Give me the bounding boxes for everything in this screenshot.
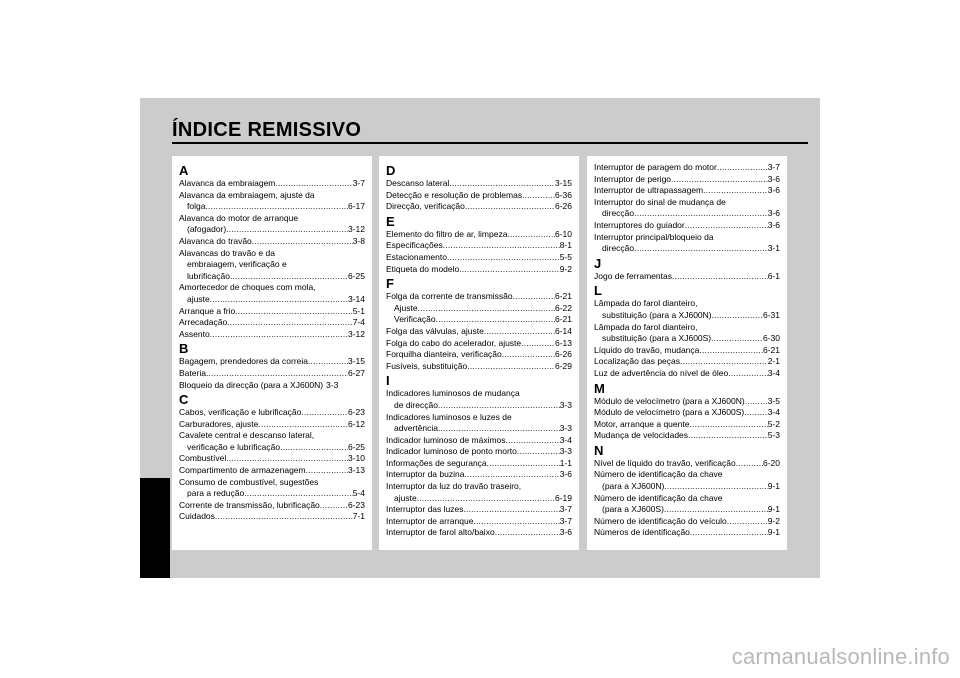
index-entry-text: Cuidados <box>179 511 215 522</box>
index-entry-text: ajuste <box>394 492 417 503</box>
index-page-ref: 3-4 <box>767 407 780 418</box>
index-page-ref: 8-1 <box>559 240 572 251</box>
title-rule <box>172 142 808 144</box>
index-entry-text: (afogador) <box>187 224 227 235</box>
leader-dots <box>206 368 348 380</box>
index-page-ref: 3-7 <box>352 178 365 188</box>
index-entry-text: Módulo de velocímetro (para a XJ600S) <box>594 407 745 418</box>
index-page-ref: 9-1 <box>767 481 780 492</box>
index-page-ref: 2-1 <box>767 356 780 367</box>
index-entry-text: Bateria <box>179 367 206 378</box>
leader-dots <box>226 453 348 465</box>
index-page-ref: 6-12 <box>347 418 365 429</box>
index-page-ref: 6-19 <box>554 492 572 503</box>
leader-dots <box>308 356 348 368</box>
index-page-ref: 6-26 <box>554 201 572 212</box>
index-entry-text: Números de identificação <box>594 527 690 538</box>
index-letter-heading: C <box>179 392 189 408</box>
index-entry-text: Indicador luminoso de máximos <box>386 434 506 445</box>
page-title: ÍNDICE REMISSIVO <box>172 119 362 141</box>
index-entry-text: Número de identificação da chave <box>594 492 723 503</box>
index-page-ref: 6-21 <box>554 314 572 325</box>
index-entry <box>179 306 365 318</box>
leader-dots <box>464 469 559 481</box>
index-entry <box>386 229 572 241</box>
index-entry-text: Arranque a frio <box>179 305 236 316</box>
index-entry-text: Combustível <box>179 453 227 464</box>
leader-dots <box>736 458 763 470</box>
leader-dots <box>215 511 353 523</box>
index-entry <box>179 407 365 419</box>
index-page-ref: 6-17 <box>347 201 365 212</box>
index-entry-text: Descanso lateral <box>386 178 450 188</box>
leader-dots <box>252 236 353 248</box>
index-page-ref: 6-25 <box>347 270 365 281</box>
index-entry <box>386 481 572 504</box>
index-entry <box>179 453 365 465</box>
index-entry-text: Folga da corrente de transmissão <box>386 291 513 302</box>
index-page-ref: 9-2 <box>559 263 572 274</box>
leader-dots <box>712 310 763 322</box>
index-entry <box>594 232 780 255</box>
leader-dots <box>210 294 348 306</box>
leader-dots <box>664 481 767 493</box>
index-entry <box>179 430 365 453</box>
index-page-ref: 5-2 <box>767 418 780 429</box>
index-entry <box>179 500 365 512</box>
index-entry <box>594 458 780 470</box>
leader-dots <box>487 458 560 470</box>
leader-dots <box>301 407 348 419</box>
index-entry-text: substituição (para a XJ600N) <box>602 309 712 320</box>
index-entry <box>179 317 365 329</box>
leader-dots <box>449 178 555 190</box>
leader-dots <box>506 435 560 447</box>
index-entry-text: de direcção <box>394 399 438 410</box>
index-page-ref: 9-1 <box>767 527 780 538</box>
index-page-ref: 7-4 <box>352 317 365 328</box>
index-entry <box>386 388 572 411</box>
index-entry-text: Mudança de velocidades <box>594 430 689 441</box>
leader-dots <box>230 271 348 283</box>
index-entry <box>386 527 572 539</box>
leader-dots <box>438 400 560 412</box>
leader-dots <box>521 338 555 350</box>
leader-dots <box>703 185 768 197</box>
index-letter-heading: E <box>386 213 395 229</box>
leader-dots <box>507 229 555 241</box>
index-entry-text: Especificações <box>386 240 443 251</box>
index-page-ref: 3-6 <box>767 208 780 219</box>
leader-dots <box>436 314 555 326</box>
index-page-ref: 7-1 <box>352 511 365 522</box>
index-entry <box>179 213 365 236</box>
leader-dots <box>306 465 348 477</box>
index-page-ref: 6-23 <box>347 499 365 510</box>
index-entry <box>386 326 572 338</box>
leader-dots <box>745 396 768 408</box>
index-entry-text: Indicadores luminosos e luzes de <box>386 411 512 422</box>
index-entry-text: Número de identificação do veículo <box>594 515 727 526</box>
index-entry-text: advertência <box>394 423 438 434</box>
section-tab <box>140 478 170 578</box>
index-entry <box>594 493 780 516</box>
leader-dots <box>418 303 555 315</box>
index-entry <box>594 356 780 368</box>
index-entry-text: Nível de líquido do travão, verificação <box>594 457 736 468</box>
index-entry-text: Localização das peças <box>594 356 681 367</box>
index-entry-text: (para a XJ600S) <box>602 504 664 515</box>
leader-dots <box>690 527 768 539</box>
index-entry-text: Número de identificação da chave <box>594 469 723 480</box>
index-entry <box>386 469 572 481</box>
index-page-ref: 3-3 <box>559 423 572 434</box>
index-column-1 <box>172 156 372 550</box>
index-entry-text: lubrificação <box>187 270 230 281</box>
index-entry <box>386 303 572 315</box>
index-page-ref: 5-3 <box>767 430 780 441</box>
index-page-ref: 6-22 <box>554 302 572 313</box>
index-entry <box>179 178 365 190</box>
index-page-ref: 6-10 <box>554 228 572 239</box>
index-entry <box>179 477 365 500</box>
index-entry <box>594 197 780 220</box>
index-letter-heading: I <box>386 373 390 389</box>
index-page-ref: 6-21 <box>554 291 572 302</box>
index-entry <box>179 356 365 368</box>
index-page-ref: 3-15 <box>347 356 365 367</box>
index-page-ref: 3-13 <box>347 465 365 476</box>
index-letter-heading: N <box>594 442 604 458</box>
index-page-ref: 6-23 <box>347 407 365 418</box>
index-page-ref: 6-27 <box>347 367 365 378</box>
index-entry <box>386 240 572 252</box>
index-entry-text: Interruptor de paragem do motor <box>594 162 717 172</box>
index-entry-text: Indicador luminoso de ponto morto <box>386 446 517 457</box>
index-entry-text: embraiagem, verificação e <box>187 259 287 270</box>
index-page-ref: 6-21 <box>762 344 780 355</box>
leader-dots <box>447 252 560 264</box>
index-entry-text: verificação e lubrificação <box>187 441 281 452</box>
index-entry-text: Bloqueio da direcção (para a XJ600N) <box>179 379 324 390</box>
index-entry <box>179 419 365 431</box>
index-page-ref: 3-10 <box>347 453 365 464</box>
index-entry-text: Alavanca da embraiagem, ajuste da <box>179 189 315 200</box>
index-entry <box>386 178 572 190</box>
index-entry <box>594 271 780 283</box>
leader-dots <box>258 419 348 431</box>
index-entry-text: para a redução <box>187 488 245 499</box>
index-entry <box>386 264 572 276</box>
index-entry-text: Compartimento de armazenagem <box>179 465 306 476</box>
leader-dots <box>699 345 763 357</box>
index-entry <box>386 504 572 516</box>
index-page-ref: 3-5 <box>767 395 780 406</box>
index-entry <box>386 361 572 373</box>
index-entry-text: Interruptor de arranque <box>386 515 474 526</box>
index-letter-heading: D <box>386 163 396 178</box>
leader-dots <box>513 291 555 303</box>
index-entry-text: Alavancas do travão e da <box>179 247 275 258</box>
index-page-ref: 6-29 <box>554 360 572 371</box>
leader-dots <box>463 504 559 516</box>
index-entry-text: ajuste <box>187 293 210 304</box>
index-entry <box>179 465 365 477</box>
leader-dots <box>517 446 560 458</box>
index-page-ref: 6-14 <box>554 325 572 336</box>
index-entry <box>594 396 780 408</box>
leader-dots <box>711 333 763 345</box>
leader-dots <box>275 178 352 190</box>
index-entry <box>179 368 365 380</box>
leader-dots <box>664 504 768 516</box>
index-entry-text: Interruptor das luzes <box>386 504 464 515</box>
leader-dots <box>689 419 767 431</box>
index-entry-text: Interruptores do guiador <box>594 219 685 230</box>
index-letter-heading: B <box>179 341 189 357</box>
index-entry <box>594 298 780 321</box>
index-page-ref: 6-26 <box>554 349 572 360</box>
index-entry <box>594 322 780 345</box>
index-entry <box>179 190 365 213</box>
leader-dots <box>685 220 768 232</box>
index-page-ref: 6-1 <box>767 270 780 281</box>
index-entry <box>594 162 780 174</box>
index-page-ref: 5-4 <box>352 488 365 499</box>
index-page-ref: 6-36 <box>554 189 572 200</box>
leader-dots <box>227 317 353 329</box>
index-entry-text: substituição (para a XJ600S) <box>602 333 712 344</box>
index-entry <box>386 516 572 528</box>
leader-dots <box>473 516 559 528</box>
index-page-ref: 3-4 <box>767 367 780 378</box>
index-entry-text: direcção <box>602 243 635 254</box>
index-entry-text: Interruptor de ultrapassagem <box>594 185 704 196</box>
index-entry-text: Carburadores, ajuste <box>179 418 259 429</box>
index-page-ref: 3-14 <box>347 293 365 304</box>
leader-dots <box>502 349 555 361</box>
index-page-ref: 3-7 <box>559 504 572 515</box>
leader-dots <box>280 442 348 454</box>
index-entry <box>386 349 572 361</box>
index-entry-text: Etiqueta do modelo <box>386 263 460 274</box>
index-page-ref: 3-3 <box>559 399 572 410</box>
index-entry <box>386 190 572 202</box>
leader-dots <box>717 162 768 174</box>
leader-dots <box>672 271 768 283</box>
index-entry <box>179 248 365 283</box>
index-page-ref: 9-1 <box>767 504 780 515</box>
index-page-ref: 6-30 <box>762 333 780 344</box>
index-entry-text: direcção <box>602 208 635 219</box>
index-entry <box>386 314 572 326</box>
index-page-ref: 3-4 <box>559 434 572 445</box>
index-entry-text: Estacionamento <box>386 251 447 262</box>
watermark: carmanualsonline.info <box>731 644 950 669</box>
index-page-ref: 3-7 <box>767 162 780 172</box>
leader-dots <box>417 493 555 505</box>
index-page-ref: 5-5 <box>559 251 572 262</box>
index-entry <box>386 201 572 213</box>
index-entry-text: Jogo de ferramentas <box>594 270 672 281</box>
index-entry-text: Indicadores luminosos de mudança <box>386 388 520 399</box>
index-entry <box>386 338 572 350</box>
index-entry <box>594 368 780 380</box>
index-letter-heading: M <box>594 380 605 396</box>
index-letter-heading: A <box>179 163 189 178</box>
leader-dots <box>210 329 348 341</box>
index-page-ref: 6-20 <box>762 457 780 468</box>
index-entry-text: Elemento do filtro de ar, limpeza <box>386 228 508 239</box>
index-entry-text: Verificação <box>394 314 436 325</box>
index-entry <box>179 282 365 305</box>
leader-dots <box>235 306 352 318</box>
index-entry-text: Forquilha dianteira, verificação <box>386 349 502 360</box>
leader-dots <box>522 190 555 202</box>
index-entry-text: Assento <box>179 328 210 339</box>
index-entry <box>594 174 780 186</box>
index-entry-text: Interruptor da luz do travão traseiro, <box>386 481 522 492</box>
index-entry-text: Bagagem, prendedores da correia <box>179 356 308 367</box>
index-page-ref: 3-7 <box>559 515 572 526</box>
index-page-ref: 3-3 <box>326 379 339 390</box>
index-entry <box>594 345 780 357</box>
index-entry-text: Interruptor do sinal de mudança de <box>594 196 726 207</box>
leader-dots <box>671 174 768 186</box>
leader-dots <box>443 240 560 252</box>
index-entry-text: Corrente de transmissão, lubrificação <box>179 499 320 510</box>
index-entry <box>386 458 572 470</box>
index-entry <box>179 511 365 523</box>
leader-dots <box>459 264 559 276</box>
index-page-ref: 3-12 <box>347 328 365 339</box>
leader-dots <box>467 361 555 373</box>
leader-dots <box>728 368 767 380</box>
index-page-ref: 3-15 <box>554 178 572 188</box>
index-entry-text: Interruptor principal/bloqueio da <box>594 231 714 242</box>
index-entry-text: Interruptor de farol alto/baixo <box>386 527 495 538</box>
index-entry <box>179 329 365 341</box>
index-entry-text: Fusíveis, substituição <box>386 360 468 371</box>
index-entry-text: Detecção e resolução de problemas <box>386 189 523 200</box>
index-entry-text: Módulo de velocímetro (para a XJ600N) <box>594 395 745 406</box>
index-entry <box>594 527 780 539</box>
leader-dots <box>438 423 560 435</box>
index-column-2 <box>379 156 579 550</box>
index-entry-text: Interruptor de perigo <box>594 173 672 184</box>
index-entry <box>594 185 780 197</box>
index-entry <box>386 446 572 458</box>
index-entry <box>179 236 365 248</box>
index-page-ref: 6-25 <box>347 441 365 452</box>
index-entry-text: Folga das válvulas, ajuste <box>386 325 484 336</box>
index-entry-text: Cabos, verificação e lubrificação <box>179 407 302 418</box>
index-page-ref: 3-6 <box>767 173 780 184</box>
leader-dots <box>205 201 348 213</box>
index-entry <box>386 435 572 447</box>
index-entry <box>594 516 780 528</box>
leader-dots <box>744 407 767 419</box>
leader-dots <box>320 500 348 512</box>
index-page-ref: 5-1 <box>352 305 365 316</box>
index-letter-heading: J <box>594 255 602 271</box>
index-entry <box>179 380 365 392</box>
leader-dots <box>727 516 768 528</box>
index-page-ref: 3-8 <box>352 235 365 246</box>
index-page-ref: 1-1 <box>559 457 572 468</box>
leader-dots <box>244 488 353 500</box>
index-entry-text: Informações de segurança <box>386 457 487 468</box>
index-entry-text: (para a XJ600N) <box>602 481 665 492</box>
index-entry <box>594 407 780 419</box>
index-entry-text: Ajuste <box>394 302 418 313</box>
index-entry-text: Lâmpada do farol dianteiro, <box>594 321 698 332</box>
index-page-ref: 3-3 <box>559 446 572 457</box>
index-entry-text: Alavanca do travão <box>179 235 252 246</box>
index-entry-text: Folga do cabo do acelerador, ajuste <box>386 337 522 348</box>
index-page-ref: 3-6 <box>767 185 780 196</box>
index-entry <box>594 469 780 492</box>
index-entry-text: Consumo de combustível, sugestões <box>179 476 319 487</box>
leader-dots <box>680 356 768 368</box>
index-page-ref: 3-6 <box>767 219 780 230</box>
leader-dots <box>634 208 768 220</box>
index-entry-text: Motor, arranque a quente <box>594 418 690 429</box>
index-entry-text: Direcção, verificação <box>386 201 465 212</box>
leader-dots <box>495 527 560 539</box>
index-entry <box>594 220 780 232</box>
index-page-ref: 6-13 <box>554 337 572 348</box>
index-entry-text: Alavanca do motor de arranque <box>179 212 299 223</box>
index-entry-text: Lâmpada do farol dianteiro, <box>594 298 698 309</box>
index-entry-text: Amortecedor de choques com mola, <box>179 282 316 293</box>
index-entry-text: Arrecadação <box>179 317 228 328</box>
index-entry <box>386 252 572 264</box>
index-page-ref: 9-2 <box>767 515 780 526</box>
index-page-ref: 3-1 <box>767 243 780 254</box>
leader-dots <box>484 326 555 338</box>
index-entry <box>594 419 780 431</box>
index-entry-text: Cavalete central e descanso lateral, <box>179 430 315 441</box>
index-page-ref: 3-6 <box>559 527 572 538</box>
index-page-ref: 6-31 <box>762 309 780 320</box>
index-entry <box>386 412 572 435</box>
index-letter-heading: F <box>386 276 394 292</box>
index-entry-text: Líquido do travão, mudança <box>594 344 700 355</box>
leader-dots <box>634 243 768 255</box>
index-entry-text: Interruptor da buzina <box>386 469 465 480</box>
leader-dots <box>465 201 555 213</box>
index-entry <box>386 291 572 303</box>
index-letter-heading: L <box>594 283 602 299</box>
index-entry-text: Luz de advertência do nível de óleo <box>594 367 729 378</box>
index-entry <box>594 430 780 442</box>
leader-dots <box>226 224 348 236</box>
index-page-ref: 3-6 <box>559 469 572 480</box>
index-page-ref: 3-12 <box>347 224 365 235</box>
index-entry-text: Alavanca da embraiagem <box>179 178 276 188</box>
index-entry-text: folga <box>187 201 206 212</box>
index-column-3 <box>587 156 787 550</box>
leader-dots <box>688 430 768 442</box>
